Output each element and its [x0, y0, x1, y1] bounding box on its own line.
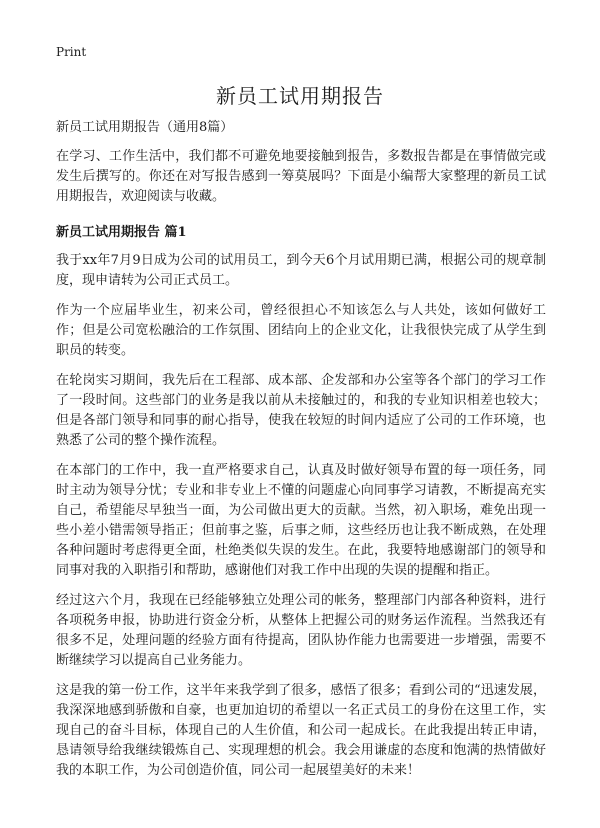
- section-paragraph: 在轮岗实习期间，我先后在工程部、成本部、企发部和办公室等各个部门的学习工作了一段时间。这些部门的业务是我以前从未接触过的，和我的专业知识相差也较大；但是各部门领导和同事的耐心指导，使我在较短的时间内适应了公司的工作环境，也熟悉了公司的整个操作流程。: [56, 373, 546, 448]
- section-paragraph: 经过这六个月，我现在已经能够独立处理公司的帐务，整理部门内部各种资料，进行各项税务申报，协助进行资金分析，从整体上把握公司的财务运作流程。当然我还有很多不足，处理问题的经验方面有待提高，团队协作能力也需要进一步增强，需要不断继续学习以提高自己业务能力。: [56, 593, 546, 668]
- section-paragraph: 作为一个应届毕业生，初来公司，曾经很担心不知该怎么与人共处，该如何做好工作；但是公司宽松融洽的工作氛围、团结向上的企业文化，让我很快完成了从学生到职员的转变。: [56, 303, 546, 358]
- document-body: [56, 118, 546, 791]
- intro-paragraph: 在学习、工作生活中，我们都不可避免地要接触到报告，多数报告都是在事情做完或发生后撰写的。你还在对写报告感到一筹莫展吗？下面是小编帮大家整理的新员工试用期报告，欢迎阅读与收藏。: [56, 149, 546, 204]
- section-paragraph: 这是我的第一份工作，这半年来我学到了很多，感悟了很多；看到公司的“迅速发展，我深深地感到骄傲和自豪，也更加迫切的希望以一名正式员工的身份在这里工作，实现自己的奋斗目标，体现自己的人生价值，和公司一起成长。在此我提出转正申请，恳请领导给我继续锻炼自己、实现理想的机会。我会用谦虚的态度和饱满的热情做好我的本职工作，为公司创造价值，同公司一起展望美好的未来！: [56, 683, 546, 778]
- print-link[interactable]: Print: [56, 45, 87, 59]
- section-paragraph: 我于xx年7月9日成为公司的试用员工，到今天6个月试用期已满，根据公司的规章制度，现申请转为公司正式员工。: [56, 253, 546, 288]
- document-subtitle: 新员工试用期报告（通用8篇）: [56, 120, 234, 135]
- section-heading: 新员工试用期报告 篇1: [56, 225, 187, 240]
- section-paragraph: 在本部门的工作中，我一直严格要求自己，认真及时做好领导布置的每一项任务，同时主动为领导分忧；专业和非专业上不懂的问题虚心向同事学习请教，不断提高充实自己，希望能尽早独当一面，为公司做出更大的贡献。当然，初入职场，难免出现一些小差小错需领导指正；但前事之鉴，后事之师，这些经历也让我不断成熟，在处理各种问题时考虑得更全面，杜绝类似失误的发生。在此，我要特地感谢部门的领导和同事对我的入职指引和帮助，感谢他们对我工作中出现的失误的提醒和指正。: [56, 463, 546, 578]
- page-title: 新员工试用期报告: [216, 84, 384, 108]
